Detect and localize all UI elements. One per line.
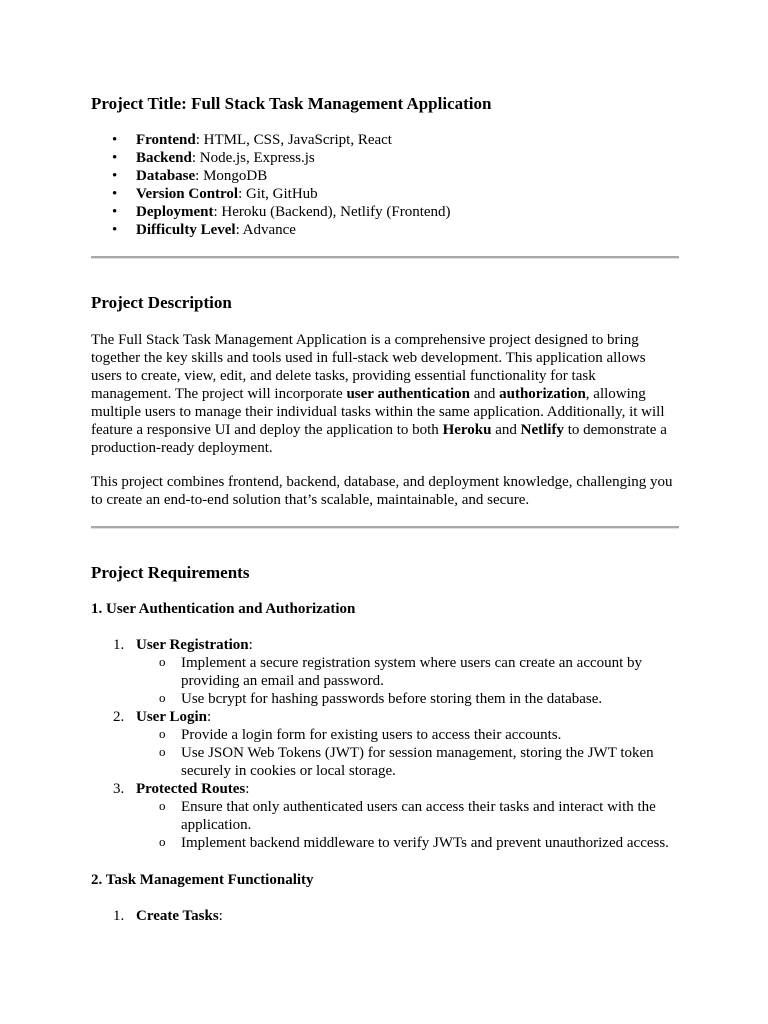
item-number: 3.	[113, 781, 125, 797]
text-run: The Full Stack Task Management Application is a comprehensive project designed to bring together the key skills and tools used in full-stack web development. This application allows users to create, view, edit, and delete tasks, providing essential functionality for task management. The project will incorporate	[91, 332, 646, 402]
list-item	[91, 708, 679, 780]
item-colon: :	[206, 709, 212, 725]
tech-value: : Advance	[235, 222, 296, 238]
tech-stack-list	[91, 131, 679, 239]
tech-value: : HTML, CSS, JavaScript, React	[195, 132, 392, 148]
bold-run: user authentication	[346, 386, 470, 402]
tech-label: Frontend	[136, 132, 196, 148]
item-colon: :	[245, 781, 250, 797]
list-item	[91, 221, 679, 239]
list-item	[91, 185, 679, 203]
item-colon: :	[248, 637, 253, 653]
list-item	[91, 636, 679, 708]
tech-value: : Git, GitHub	[238, 186, 318, 202]
bold-run: authorization	[499, 386, 586, 402]
item-number: 2.	[113, 709, 125, 725]
tech-label: Backend	[136, 150, 192, 166]
horizontal-divider	[91, 526, 679, 529]
task-requirements-list	[91, 907, 679, 925]
tech-value: : Node.js, Express.js	[191, 150, 315, 166]
project-title: Project Title: Full Stack Task Management Application	[91, 94, 492, 113]
sub-item: o Ensure that only authenticated users can access their tasks and interact with the application.	[136, 798, 679, 834]
item-number: 1.	[113, 908, 125, 924]
tech-value: : MongoDB	[195, 168, 268, 184]
auth-requirements-list	[91, 636, 679, 852]
tech-label: Database	[136, 168, 196, 184]
sub-item: o Use JSON Web Tokens (JWT) for session management, storing the JWT token securely in cookies or local storage.	[136, 744, 679, 780]
text-run: to demonstrate a production-ready deployment.	[91, 422, 667, 456]
text-run: and	[469, 386, 500, 402]
section-heading-auth: 1. User Authentication and Authorization	[91, 601, 356, 617]
sub-item: o Provide a login form for existing users to access their accounts.	[136, 726, 679, 744]
bold-run: Heroku	[442, 422, 492, 438]
list-item	[91, 907, 679, 925]
horizontal-divider	[91, 256, 679, 259]
sub-list	[136, 798, 679, 852]
description-paragraph-2: This project combines frontend, backend, database, and deployment knowledge, challenging you to create an end-to-end solution that’s scalable, maintainable, and secure.	[91, 474, 673, 508]
item-label: User Login	[136, 709, 207, 725]
sub-list	[136, 726, 679, 780]
section-heading-tasks: 2. Task Management Functionality	[91, 872, 314, 888]
list-item	[91, 149, 679, 167]
sub-item: o Implement backend middleware to verify JWTs and prevent unauthorized access.	[136, 834, 679, 852]
requirements-heading: Project Requirements	[91, 563, 250, 582]
sub-list	[136, 654, 679, 708]
item-label: Create Tasks	[136, 908, 219, 924]
item-label: Protected Routes	[136, 781, 246, 797]
list-item	[91, 203, 679, 221]
list-item	[91, 780, 679, 852]
list-item	[91, 167, 679, 185]
item-colon: :	[218, 908, 223, 924]
tech-label: Version Control	[136, 186, 239, 202]
bold-run: Netlify	[520, 422, 564, 438]
item-label: User Registration	[136, 637, 249, 653]
item-number: 1.	[113, 637, 125, 653]
text-run: and	[491, 422, 521, 438]
description-heading: Project Description	[91, 293, 232, 312]
description-paragraph	[91, 331, 679, 457]
list-item	[91, 131, 679, 149]
tech-label: Deployment	[136, 204, 214, 220]
sub-item: o Implement a secure registration system where users can create an account by providing an email and password.	[136, 654, 679, 690]
tech-label: Difficulty Level	[136, 222, 236, 238]
tech-value: : Heroku (Backend), Netlify (Frontend)	[213, 204, 451, 220]
sub-item: o Use bcrypt for hashing passwords before storing them in the database.	[136, 690, 679, 708]
text-run: , allowing multiple users to manage their individual tasks within the same application. Additionally, it will feature a responsive UI and deploy the application to both	[91, 386, 665, 438]
